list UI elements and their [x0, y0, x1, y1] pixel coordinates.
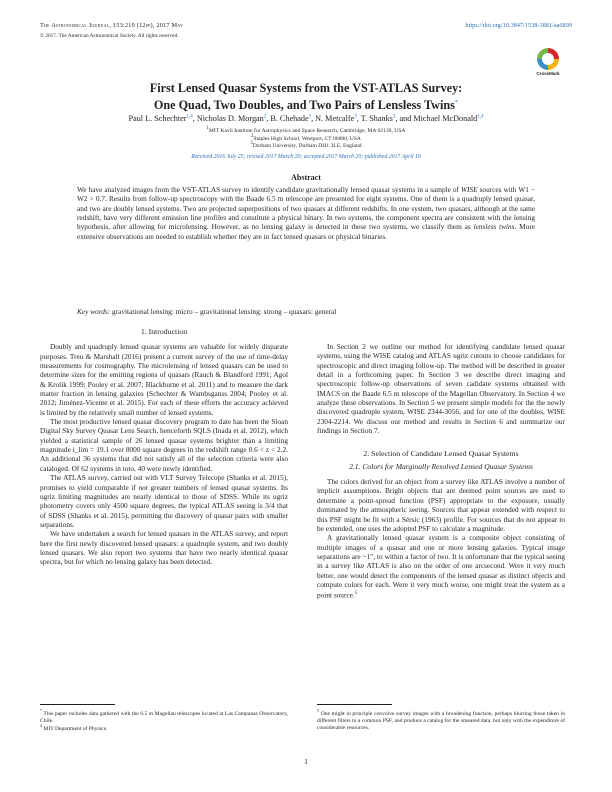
title-footnote-marker[interactable]: *	[454, 98, 459, 106]
publication-dates: Received 2016 July 25; revised 2017 March 20; accepted 2017 March 20; published 2017 April 19	[191, 154, 421, 160]
author-affiliation-mark[interactable]: 3	[308, 114, 312, 120]
keywords-label: Key words:	[77, 307, 111, 316]
author-affiliation-mark[interactable]: 3	[354, 114, 357, 120]
copyright-notice: © 2017. The American Astronomical Society. All rights reserved.	[40, 33, 179, 39]
title-line-1: First Lensed Quasar Systems from the VST-ATLAS Survey:	[149, 81, 463, 95]
abstract-heading: Abstract	[291, 173, 321, 182]
affiliation: $^2$Staples High School, Westport, CT 06880, USA	[251, 133, 361, 142]
title-line-2: One Quad, Two Doubles, and Two Pairs of Lensless Twins	[153, 97, 455, 112]
author-affiliation-mark[interactable]: 1,4	[186, 114, 193, 120]
keywords-text: gravitational lensing: micro – gravitational lensing: strong – quasars: general	[110, 307, 337, 316]
left-column	[40, 327, 288, 567]
paper-title	[60, 81, 552, 112]
author-name: , B. Chehade	[266, 114, 309, 123]
affiliation: $^3$Durham University, Durham DH1 3LE, England	[250, 141, 362, 149]
doi-link[interactable]: https://doi.org/10.3847/1538-3881/aa6899	[465, 22, 572, 29]
author-affiliation-mark[interactable]: 3	[392, 114, 396, 120]
crossmark-badge[interactable]	[533, 48, 563, 76]
paragraph: The ATLAS survey, carried out with VLT Survey Telecope (Shanks et al. 2015), promises to yield comparable if not greater numbers of lensed quasar systems. Its ugriz limiting magnitudes are nearly identical to those of SDSS. While its ugriz photometry covers only 4500 square degrees, the typical ATLAS seeing is 3/4 that of SDSS (Shanks et al. 2015), permitting the discovery of quasar pairs with smaller separations.	[40, 473, 288, 529]
footnote-marker[interactable]: 5	[354, 591, 358, 597]
paragraph: The colors derived for an object from a survey like ATLAS involve a number of implicit assumptions. Bright objects that are deemed point sources are used to determine a point-spread function (PSF) appropriate to the exposure, usually dominated by the atmospheric seeing. Sources that appear extended with respect to this PSF might be fit with a Sérsic (1963) profile. For sources that do not appear to be extended, one uses the adopted PSF to calculate a magnitude.	[317, 477, 565, 533]
paragraph: In Section 2 we outline our method for identifying candidate lensed quasar systems, using the WISE catalog and ATLAS ugriz cutouts to choose candidates for spectroscopic and direct imaging follow-up. The method will be described in greater detail in a forthcoming paper. In Section 3 we describe direct imaging and spectroscopic follow-up observations of seven cadidate systems obtained with IMACS on the Baade 6.5 m telescope of the Magellan Observatory. In Section 4 we analyze these observations. In Section 5 we present simple models for the the newly discovered quadruple system, WISE 2344-3056, and for one of the doubles, WISE 2304-2214. We discuss our method and results in Section 6 and summarize our findings in Section 7.	[317, 342, 565, 436]
author-affiliation-mark[interactable]: 2	[263, 114, 267, 120]
section-2-heading: 2. Selection of Candidate Lensed Quasar Systems	[363, 449, 519, 459]
crossmark-icon	[537, 48, 559, 70]
journal-header: The Astronomical Journal, 153:219 (12pp), 2017 May	[40, 22, 184, 29]
subsection-2-1-heading: 2.1. Colors for Marginally Resolved Lensed Quasar Systems	[349, 461, 533, 471]
paragraph: Doubly and quadruply lensed quasar systems are valuable for widely disparate purposes. Treu & Marshall (2016) present a current survey of the use of time-delay measurements for cosmography. The microlensing of lensed quasars can be used to determine sizes for the emitting regions of quasars (Rauch & Blandford 1991; Agol & Krolik 1999; Pooley et al. 2007; Blackburne et al. 2011) and to measure the dark matter fraction in lensing galaxies (Schechter & Wambsganss 2004; Pooley et al. 2012; Jiménez-Vicente et al. 2015). For each of these efforts the accuracy achieved is limited by the relatively small number of lensed systems.	[40, 342, 288, 417]
keywords	[77, 307, 535, 316]
paragraph: We have undertaken a search for lensed quasars in the ATLAS survey, and report here the first newly discovered lensed quasars: a quadruple system, and two doubly lensed quasars. We also report two systems that have two nearly identical quasar spectra, but for which no lensing galaxy has been detected.	[40, 529, 288, 567]
author-name: , Nicholas D. Morgan	[192, 114, 264, 123]
author-list	[40, 114, 572, 123]
author-name: Paul L. Schechter	[128, 114, 187, 123]
footnote: $^5$ One might in principle convolve survey images with a broadening function, perhaps blurring those taken in different filters to a common PSF, and produce a catalog for the smeared data, but only with the expenditure of considerable resources.	[317, 708, 565, 731]
paragraph: A gravitationally lensed quasar system is a composite object consisting of multiple images of a quasar and one or more lensing galaxies. Typical image separations are ~1″, to within a factor of two. It is unfortunate that the typical seeing in a survey like ATLAS is also on the order of one arcsecond. Were it very much better, one would detect the components of the lensed quasar as distinct objects and compute colors for each. Were it very much worse, one might treat the system as a point source.$^5$	[317, 533, 565, 600]
paragraph: The most productive lensed quasar discovery program to date has been the Sloan Digital Sky Survey Quasar Lens Search, henceforth SQLS (Inada et al. 2012), which yielded a statistical sample of 26 lensed quasar systems brighter than a limiting magnitude i_lim = 19.1 over 8000 square degrees in the redshift range 0.6 < z < 2.2. An additional 36 systems that did not satisfy all of the selection criteria were also cataloged. Of 62 systems in toto, 40 were newly identified.	[40, 417, 288, 473]
abstract-text: We have analyzed images from the VST-ATLAS survey to identify candidate gravitationally lensed quasar systems in a sample of WISE sources with W1 − W2 > 0.7. Results from follow-up spectroscopy with the Baade 6.5 m telescope are presented for eight systems. One of them is a quadruply lensed quasar, and two are doubly lensed systems. Two are projected superpositions of two quasars at different redshifts. In one system, two quasars, although at the same redshift, have very different emission line profiles and constitute a physical binary. In two systems, the component spectra are consistent with the lensing hypothesis, after allowing for microlensing. However, as no lensing galaxy is detected in these two systems, we classify them as lensless twins. More extensive observations are needed to establish whether they are in fact lensed quasars or physical binaries.	[77, 185, 535, 241]
author-affiliation-mark[interactable]: 1,4	[477, 114, 484, 120]
author-name: , T. Shanks	[356, 114, 393, 123]
author-name: , and Michael McDonald	[395, 114, 478, 123]
footnote-rule	[40, 704, 115, 705]
crossmark-label: CrossMark	[536, 71, 560, 76]
section-1-heading: 1. Introduction	[140, 327, 188, 336]
affiliation: $^1$MIT Kavli Institute for Astrophysics and Space Research, Cambridge, MA 02139, USA	[206, 126, 406, 134]
footnote: * This paper includes data gathered with the 6.5 m Magellan telescopes located at Las Campanas Observatory, Chile.	[40, 708, 288, 724]
page-number: 1	[304, 757, 308, 766]
right-column	[317, 342, 565, 600]
footnote: $^4$ MIT Department of Physics.	[40, 723, 108, 732]
footnote-rule	[317, 704, 392, 705]
author-name: , N. Metcalfe	[311, 114, 355, 123]
